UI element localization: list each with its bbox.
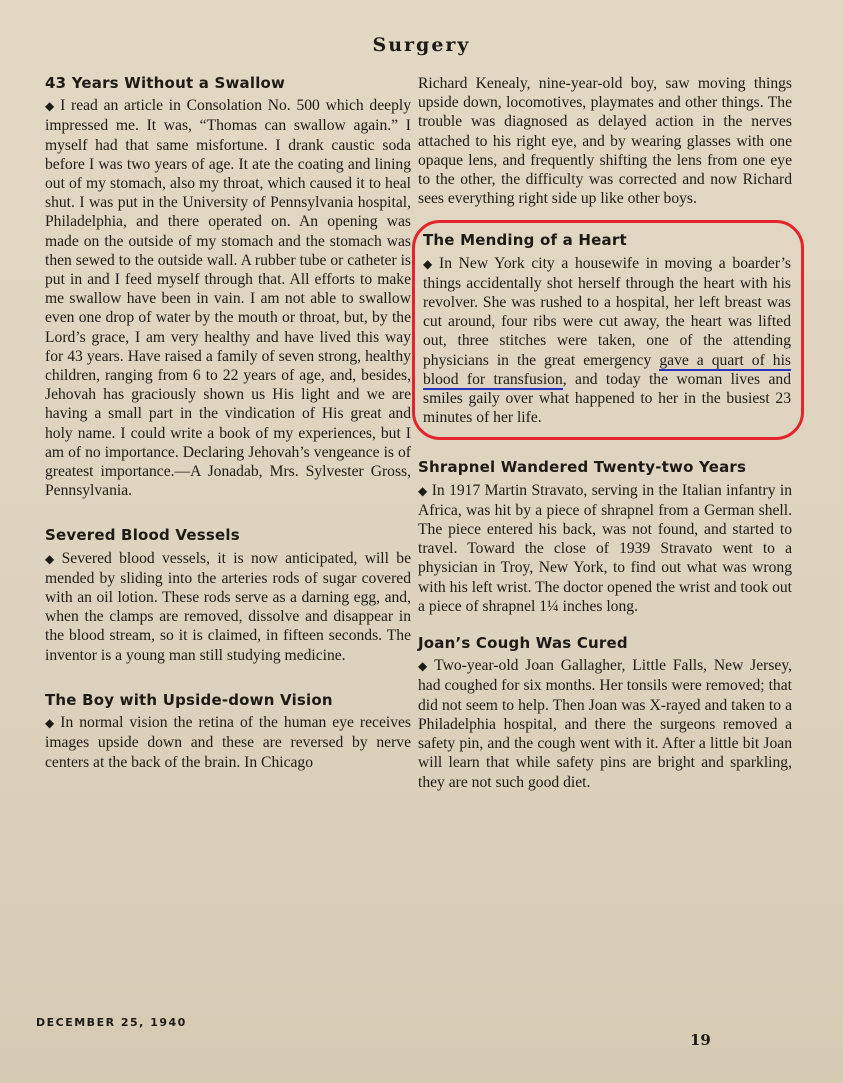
article-body-upside-down: ◆ In normal vision the retina of the human eye receives images upside down and these are reversed by nerve centers at the back of the brain. In Chicago <box>45 714 411 771</box>
article-body-cough: ◆ Two-year-old Joan Gallagher, Little Falls, New Jersey, had coughed for six months. Her tonsils were removed; that did not seem to help. Then Joan was X-rayed and taken to a Philadelphia hospital, and there the surgeons removed a safety pin, and the cough went with it. After a little bit Joan will learn that while safety pins are bright and sparkling, they are not such good diet. <box>418 657 792 791</box>
article-body-swallow: ◆ I read an article in Consolation No. 500 which deeply impressed me. It was, “Thomas can swallow again.” I myself had that same misfortune. I drank caustic soda before I was two years of age. It ate the coating and lining out of my stomach, also my throat, which caused it to heal shut. I was put in the University of Pennsylvania hospital, Philadelphia, and there operated on. An opening was made on the outside of my stomach and the stomach was then sewed to the outside wall. A rubber tube or catheter is put in and I feed myself through that. All efforts to make me swallow have been in vain. I am not able to swallow even one drop of water by the mouth or throat, but, by the Lord’s grace, I am very healthy and have lived this way for 43 years. Have raised a family of seven strong, healthy children, ranging from 6 to 22 years of age, and, besides, Jehovah has graciously shown us His light and we are having a small part in the vindication of His great and holy name. I could write a book of my experiences, but I am of no importance. Declaring Jehovah’s vengeance is of greatest importance.—A Jonadab, Mrs. Sylvester Gross, Pennsylvania. <box>45 97 411 500</box>
article-body-blood-vessels: ◆ Severed blood vessels, it is now anticipated, will be mended by sliding into the arteries rods of sugar covered with an oil lotion. These rods serve as a darning egg, and, when the clamps are removed, dissolve and disappear in the blood stream, so it is claimed, in fifteen seconds. The inventor is a young man still studying medicine. <box>45 549 411 664</box>
bullet-icon: ◆ <box>423 256 435 271</box>
article-body-shrapnel: ◆ In 1917 Martin Stravato, serving in the Italian infantry in Africa, was hit by a piece of shrapnel from a German shell. The piece entered his back, was not found, and started to travel. Toward the close of 1939 Stravato went to a physician in Troy, New York, to find out what was wrong with his left wrist. The doctor opened the wrist and took out a piece of shrapnel 1¼ inches long. <box>418 481 792 615</box>
page-number: 19 <box>690 1031 711 1049</box>
article-title-cough: Joan’s Cough Was Cured <box>418 634 628 653</box>
article-title-blood-vessels: Severed Blood Vessels <box>45 526 240 545</box>
bullet-icon: ◆ <box>45 716 57 731</box>
bullet-icon: ◆ <box>45 99 57 114</box>
article-title-swallow: 43 Years Without a Swallow <box>45 74 286 92</box>
left-column <box>45 74 411 772</box>
bullet-icon: ◆ <box>418 659 431 674</box>
right-column <box>418 74 792 792</box>
bullet-icon: ◆ <box>45 551 58 566</box>
article-title-upside-down: The Boy with Upside-down Vision <box>45 690 333 709</box>
highlight-circle <box>412 220 804 440</box>
article-body-upside-down-continued: Richard Kenealy, nine-year-old boy, saw moving things upside down, locomotives, playmates and other things. The trouble was diagnosed as delayed action in the nerves attached to his right eye, and by wearing glasses with one opaque lens, and frequently shifting the lens from one eye to the other, the difficulty was corrected and now Richard sees everything right side up like other boys. <box>418 75 792 208</box>
article-title-heart: The Mending of a Heart <box>423 231 627 250</box>
section-title: Surgery <box>372 34 471 56</box>
bullet-icon: ◆ <box>418 483 428 498</box>
issue-date: DECEMBER 25, 1940 <box>36 1016 187 1029</box>
article-body-heart: ◆ In New York city a housewife in moving a boarder’s things accidentally shot herself through the heart with his revolver. She was rushed to a hospital, her left breast was cut around, four ribs were cut away, the heart was lifted out, three stitches were taken, one of the attending physicians in the great emergency gave a quart of his blood for transfusion, and today the woman lives and smiles gaily over what happened to her in the busiest 23 minutes of her life. <box>423 254 792 427</box>
article-title-shrapnel: Shrapnel Wandered Twenty-two Years <box>418 458 747 477</box>
underlined-phrase: gave a quart of his blood for transfusion <box>423 351 791 388</box>
